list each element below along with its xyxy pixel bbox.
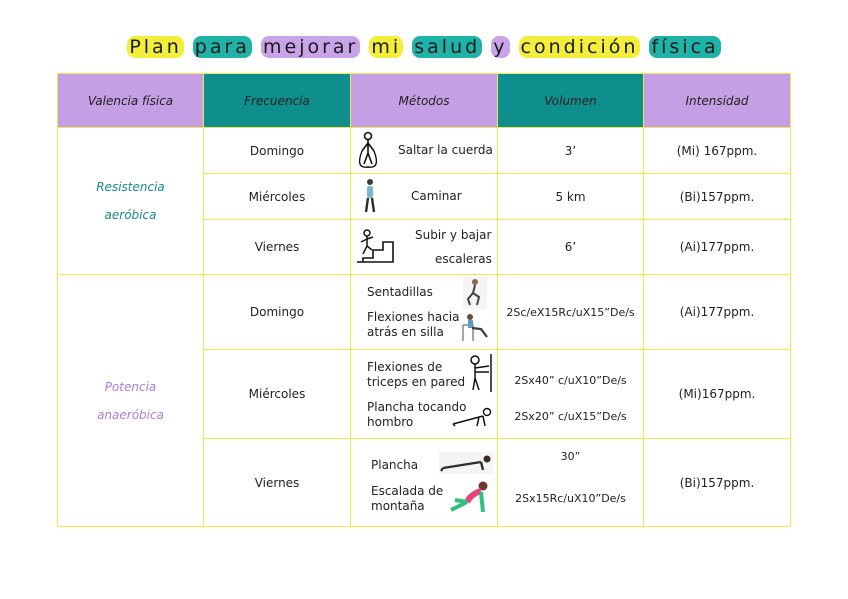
chair-dips-icon bbox=[461, 311, 489, 343]
metodo-label: Flexiones hacia bbox=[367, 310, 460, 324]
volumen-cell: 3’ bbox=[498, 128, 644, 174]
header-intensidad: Intensidad bbox=[644, 74, 791, 128]
volumen-cell bbox=[498, 350, 644, 439]
mountain-climber-icon bbox=[441, 480, 493, 516]
title-word: condición bbox=[520, 36, 639, 58]
plank-icon bbox=[439, 452, 493, 474]
frecuencia-cell: Viernes bbox=[204, 220, 351, 275]
header-volumen: Volumen bbox=[498, 74, 644, 128]
metodo-label: Subir y bajar bbox=[415, 228, 492, 242]
metodo-label: escaleras bbox=[435, 252, 492, 266]
title-word: mejorar bbox=[263, 36, 359, 58]
metodo-cell bbox=[351, 128, 498, 174]
page-title bbox=[0, 36, 848, 58]
header-row bbox=[58, 74, 791, 128]
volumen-cell: 2Sc/eX15Rc/uX15”De/s bbox=[498, 275, 644, 350]
intensidad-cell: (Ai)177ppm. bbox=[644, 275, 791, 350]
valencia-label: aeróbica bbox=[104, 208, 157, 222]
title-word: salud bbox=[414, 36, 481, 58]
intensidad-cell: (Ai)177ppm. bbox=[644, 220, 791, 275]
metodo-label: hombro bbox=[367, 415, 414, 429]
frecuencia-cell: Miércoles bbox=[204, 174, 351, 220]
header-metodos: Métodos bbox=[351, 74, 498, 128]
title-word: para bbox=[194, 36, 250, 58]
volumen-value: 30” bbox=[560, 449, 581, 463]
frecuencia-cell: Viernes bbox=[204, 439, 351, 527]
intensidad-cell: (Mi)167ppm. bbox=[644, 350, 791, 439]
valencia-label: anaeróbica bbox=[97, 407, 164, 422]
metodo-label: triceps en pared bbox=[367, 375, 466, 389]
metodo-cell bbox=[351, 174, 498, 220]
frecuencia-cell: Domingo bbox=[204, 275, 351, 350]
squat-exercise-icon bbox=[463, 277, 487, 309]
metodo-label: Saltar la cuerda bbox=[398, 143, 493, 157]
title-word: mi bbox=[371, 36, 402, 58]
frecuencia-cell: Domingo bbox=[204, 128, 351, 174]
title-word: física bbox=[651, 36, 719, 58]
header-valencia: Valencia física bbox=[58, 74, 204, 128]
frecuencia-cell: Miércoles bbox=[204, 350, 351, 439]
volumen-cell bbox=[498, 439, 644, 527]
plank-shoulder-tap-icon bbox=[451, 406, 495, 428]
intensidad-cell: (Bi)157ppm. bbox=[644, 439, 791, 527]
metodo-label: Flexiones de bbox=[367, 360, 443, 374]
metodo-cell bbox=[351, 439, 498, 527]
valencia-label: Resistencia bbox=[96, 180, 165, 194]
metodo-cell bbox=[351, 275, 498, 350]
fitness-plan-table bbox=[57, 73, 791, 527]
metodo-cell bbox=[351, 220, 498, 275]
title-word: y bbox=[493, 36, 508, 58]
volumen-cell: 6’ bbox=[498, 220, 644, 275]
valencia-label: Potencia bbox=[104, 379, 157, 394]
metodo-label: Sentadillas bbox=[367, 285, 433, 299]
jump-rope-icon bbox=[357, 131, 379, 169]
volumen-value: 2Sx15Rc/uX10”De/s bbox=[515, 491, 626, 505]
volumen-cell: 5 km bbox=[498, 174, 644, 220]
metodo-label: montaña bbox=[371, 498, 425, 513]
wall-push-up-icon bbox=[467, 354, 493, 392]
title-word: Plan bbox=[129, 36, 182, 58]
valencia-potencia-anaerobica bbox=[58, 275, 204, 527]
stairs-icon bbox=[355, 228, 395, 264]
intensidad-cell: (Mi) 167ppm. bbox=[644, 128, 791, 174]
valencia-resistencia-aerobica bbox=[58, 128, 204, 275]
volumen-value: 2Sx20” c/uX15”De/s bbox=[514, 410, 627, 423]
metodo-label: atrás en silla bbox=[367, 325, 444, 339]
header-frecuencia: Frecuencia bbox=[204, 74, 351, 128]
table-row bbox=[58, 128, 791, 174]
metodo-cell bbox=[351, 350, 498, 439]
walking-person-icon bbox=[363, 178, 377, 214]
metodo-label: Plancha bbox=[371, 457, 419, 472]
metodo-label: Escalada de bbox=[371, 483, 444, 498]
metodo-label: Caminar bbox=[411, 189, 462, 203]
volumen-value: 2Sx40” c/uX10”De/s bbox=[514, 374, 627, 387]
metodo-label: Plancha tocando bbox=[367, 400, 467, 414]
intensidad-cell: (Bi)157ppm. bbox=[644, 174, 791, 220]
table-row bbox=[58, 275, 791, 350]
